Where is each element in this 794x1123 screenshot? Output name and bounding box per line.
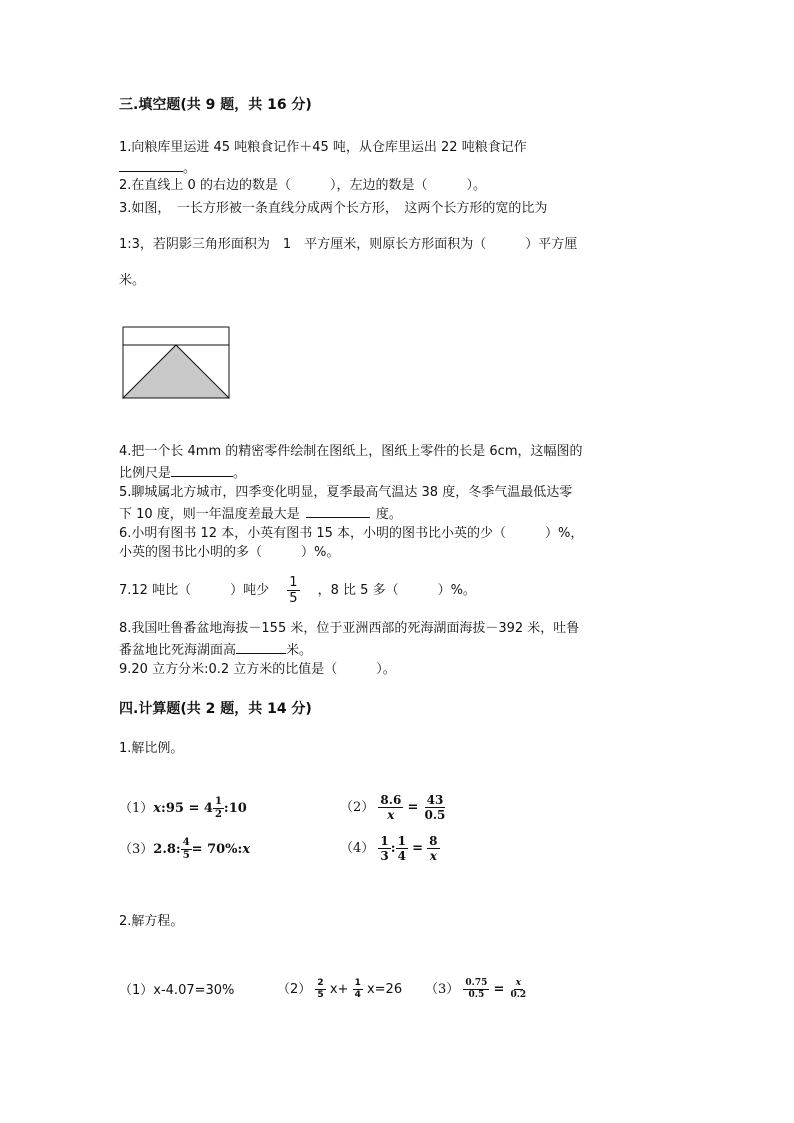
question-8-line1: 8.我国吐鲁番盆地海拔－155 米，位于亚洲西部的死海湖面海拔－392 米，吐鲁 xyxy=(119,621,580,636)
question-7: 7.12 吨比（ ）吨少 $\frac{1}{5}$ ，8 比 5 多（ ）%。 xyxy=(119,575,476,606)
fraction-0.75-over-0.5: $\frac{0.75}{0.5}$ xyxy=(465,978,488,1000)
question-9: 9.20 立方分米:0.2 立方米的比值是（ ）。 xyxy=(119,662,396,677)
question-8-line2: 番盆地比死海湖面高 米。 xyxy=(119,639,312,660)
fraction-two-fifths: $\frac{2}{5}$ xyxy=(317,978,324,1000)
proportion-4: （4） $\frac{1}{3}$ : $\frac{1}{4}$ = $\frac{8}{x}$ xyxy=(340,834,438,863)
question-1-line1: 1.向粮库里运进 45 吨粮食记作＋45 吨，从仓库里运出 22 吨粮食记作 xyxy=(119,140,527,155)
calc-2-title: 2.解方程。 xyxy=(119,914,184,929)
rectangle-triangle-figure xyxy=(122,326,232,400)
proportion-1: （1）x:95 = 4 $\frac{1}{2}$ :10 xyxy=(119,796,247,820)
equation-1: （1）x-4.07=30% xyxy=(119,983,235,998)
fraction-8-over-x: $\frac{8}{x}$ xyxy=(429,834,438,863)
question-6-line1: 6.小明有图书 12 本，小英有图书 15 本，小明的图书比小英的少（ ）%， xyxy=(119,526,584,541)
equation-3: （3） $\frac{0.75}{0.5}$ = $\frac{x}{0.2}$ xyxy=(425,978,527,1000)
question-3-line3: 米。 xyxy=(119,273,146,288)
section-3-title: 三.填空题(共 9 题，共 16 分) xyxy=(119,97,312,113)
fraction-43-over-0.5: $\frac{43}{0.5}$ xyxy=(424,793,446,822)
fraction-four-fifths: $\frac{4}{5}$ xyxy=(182,837,190,861)
answer-blank[interactable] xyxy=(119,157,183,172)
fraction-one-quarter: $\frac{1}{4}$ xyxy=(397,834,406,863)
question-4-line2: 比例尺是 。 xyxy=(119,462,246,483)
calc-1-title: 1.解比例。 xyxy=(119,741,184,756)
proportion-2: （2） $\frac{8.6}{x}$ = $\frac{43}{0.5}$ xyxy=(340,793,446,822)
answer-blank[interactable] xyxy=(171,462,233,477)
fraction-8.6-over-x: $\frac{8.6}{x}$ xyxy=(380,793,402,822)
fraction-one-fifth: $\frac{1}{5}$ xyxy=(289,575,298,606)
fraction-x-over-0.2: $\frac{x}{0.2}$ xyxy=(510,978,527,1000)
proportion-3: （3）2.8: $\frac{4}{5}$ = 70%:x xyxy=(119,837,251,861)
equation-2: （2） $\frac{2}{5}$ x+ $\frac{1}{4}$ x=26 xyxy=(277,978,403,1000)
section-4-title: 四.计算题(共 2 题，共 14 分) xyxy=(119,701,312,717)
question-5-line1: 5.聊城属北方城市，四季变化明显，夏季最高气温达 38 度，冬季气温最低达零 xyxy=(119,485,573,500)
question-5-line2: 下 10 度，则一年温度差最大是 度。 xyxy=(119,503,402,524)
fraction-one-half: $\frac{1}{2}$ xyxy=(214,796,222,820)
question-3-line1: 3.如图， 一长方形被一条直线分成两个长方形， 这两个长方形的宽的比为 xyxy=(119,201,548,216)
question-3-line2: 1:3，若阴影三角形面积为 1 平方厘米，则原长方形面积为（ ）平方厘 xyxy=(119,237,578,252)
question-1-line2: 。 xyxy=(119,157,196,178)
question-2: 2.在直线上 0 的右边的数是（ ），左边的数是（ ）。 xyxy=(119,178,486,193)
question-4-line1: 4.把一个长 4mm 的精密零件绘制在图纸上，图纸上零件的长是 6cm，这幅图的 xyxy=(119,444,583,459)
answer-blank[interactable] xyxy=(306,503,370,518)
fraction-one-quarter: $\frac{1}{4}$ xyxy=(354,978,361,1000)
question-6-line2: 小英的图书比小明的多（ ）%。 xyxy=(119,545,340,560)
answer-blank[interactable] xyxy=(236,639,286,654)
fraction-one-third: $\frac{1}{3}$ xyxy=(380,834,389,863)
